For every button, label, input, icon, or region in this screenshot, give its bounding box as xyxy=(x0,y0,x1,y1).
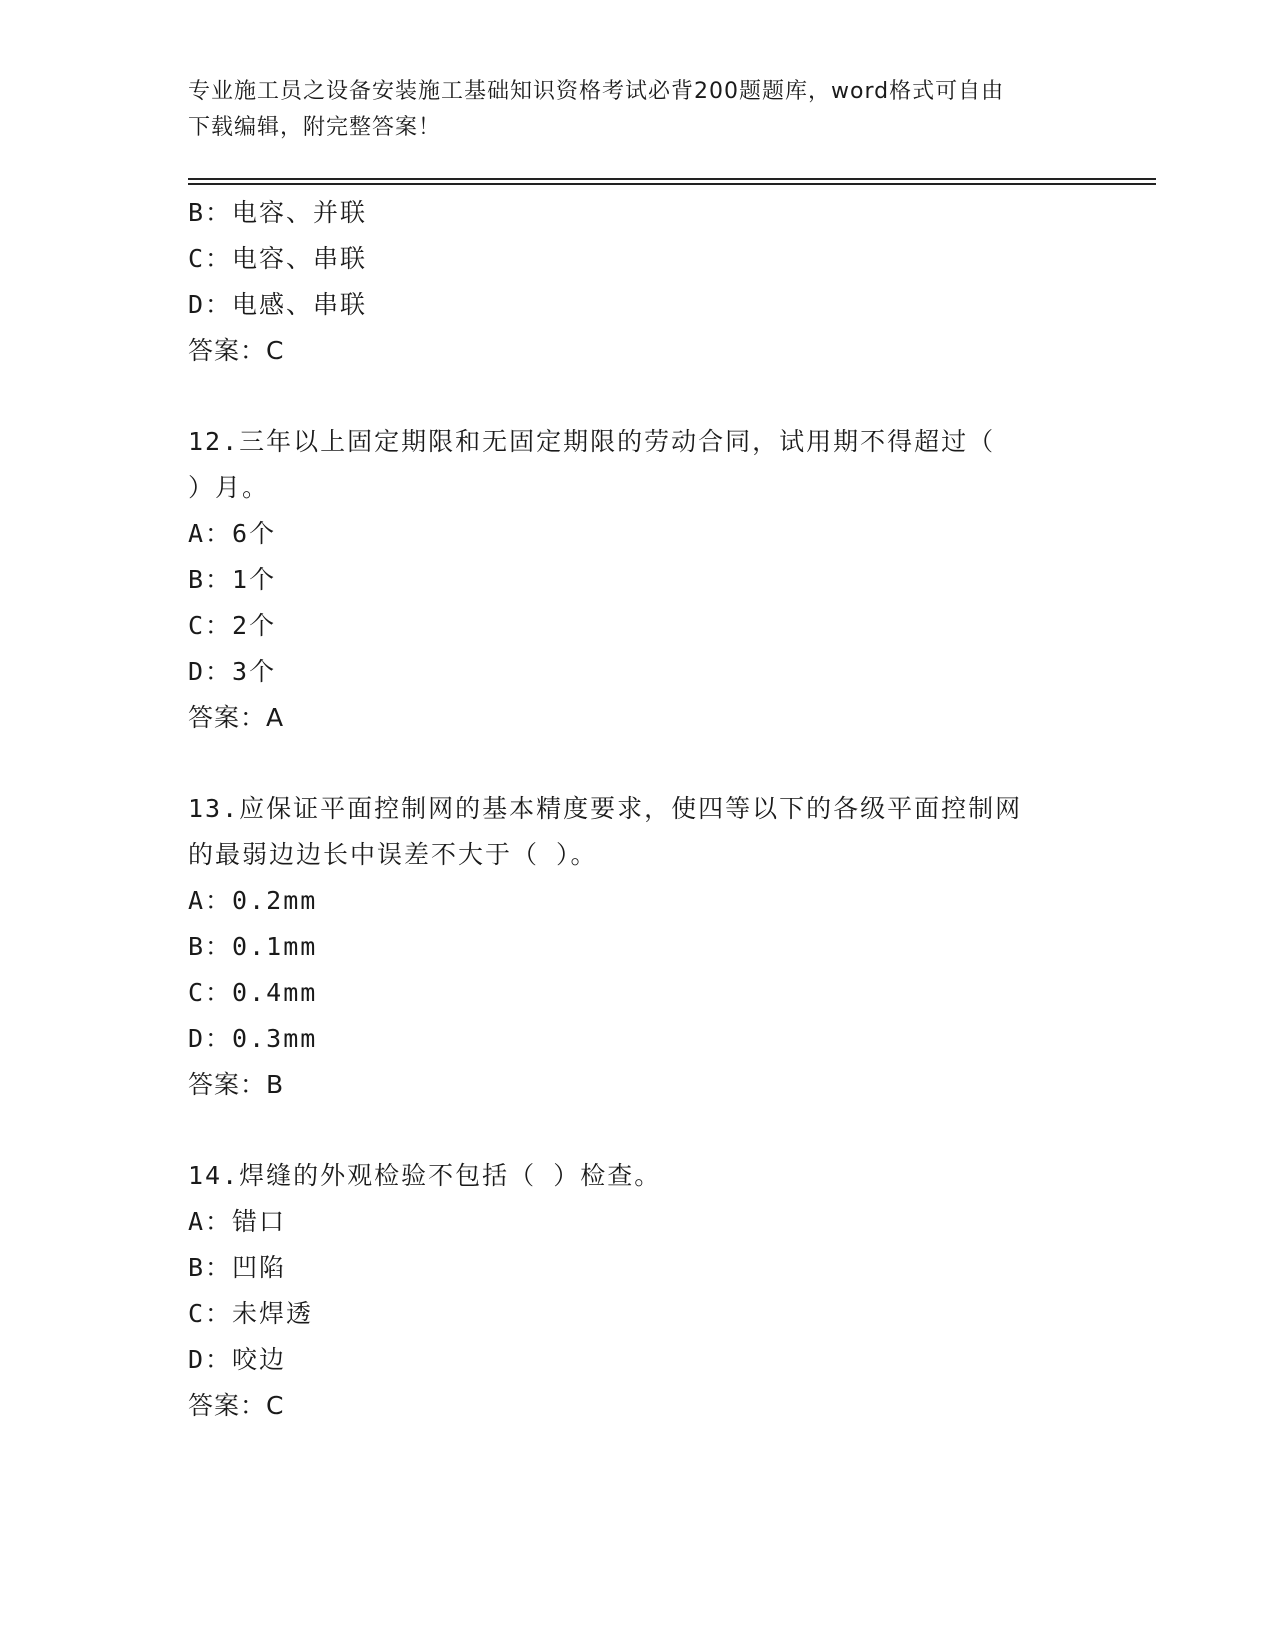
option-d: D：咬边 xyxy=(188,1345,287,1374)
question-stem-line-1: 14.焊缝的外观检验不包括（ ）检查。 xyxy=(188,1161,662,1190)
option-b: B：1个 xyxy=(188,565,277,594)
answer: 答案：C xyxy=(188,1391,285,1420)
document-header xyxy=(188,74,1088,146)
option-d: D：0.3mm xyxy=(188,1024,318,1053)
option-b: B：0.1mm xyxy=(188,932,318,961)
question-13 xyxy=(188,786,1088,1108)
question-12 xyxy=(188,419,1088,741)
question-14 xyxy=(188,1153,1088,1429)
option-a: A：6个 xyxy=(188,519,277,548)
spacer xyxy=(188,1108,1088,1153)
question-stem-line-2: 的最弱边边长中误差不大于（ ）。 xyxy=(188,840,598,869)
option-c: C：0.4mm xyxy=(188,978,318,1007)
question-content xyxy=(188,190,1088,1429)
answer: 答案：C xyxy=(188,336,285,365)
option-a: A：错口 xyxy=(188,1207,287,1236)
option-b: B：凹陷 xyxy=(188,1253,287,1282)
answer: 答案：B xyxy=(188,1070,285,1099)
spacer xyxy=(188,374,1088,419)
spacer xyxy=(188,741,1088,786)
question-stem-line-1: 13.应保证平面控制网的基本精度要求，使四等以下的各级平面控制网 xyxy=(188,794,1023,823)
option-d: D：电感、串联 xyxy=(188,290,368,319)
option-c: C：电容、串联 xyxy=(188,244,368,273)
header-divider-top xyxy=(188,178,1156,180)
option-a: A：0.2mm xyxy=(188,886,318,915)
option-c: C：2个 xyxy=(188,611,277,640)
option-d: D：3个 xyxy=(188,657,277,686)
header-line-2: 下载编辑，附完整答案！ xyxy=(188,115,442,140)
header-divider-bottom xyxy=(188,183,1156,185)
header-line-1: 专业施工员之设备安装施工基础知识资格考试必背200题题库，word格式可自由 xyxy=(188,79,1005,104)
option-b: B：电容、并联 xyxy=(188,198,368,227)
answer: 答案：A xyxy=(188,703,285,732)
option-c: C：未焊透 xyxy=(188,1299,314,1328)
question-stem-line-2: ）月。 xyxy=(188,473,270,502)
question-11-tail xyxy=(188,190,1088,374)
question-stem-line-1: 12.三年以上固定期限和无固定期限的劳动合同，试用期不得超过（ xyxy=(188,427,996,456)
